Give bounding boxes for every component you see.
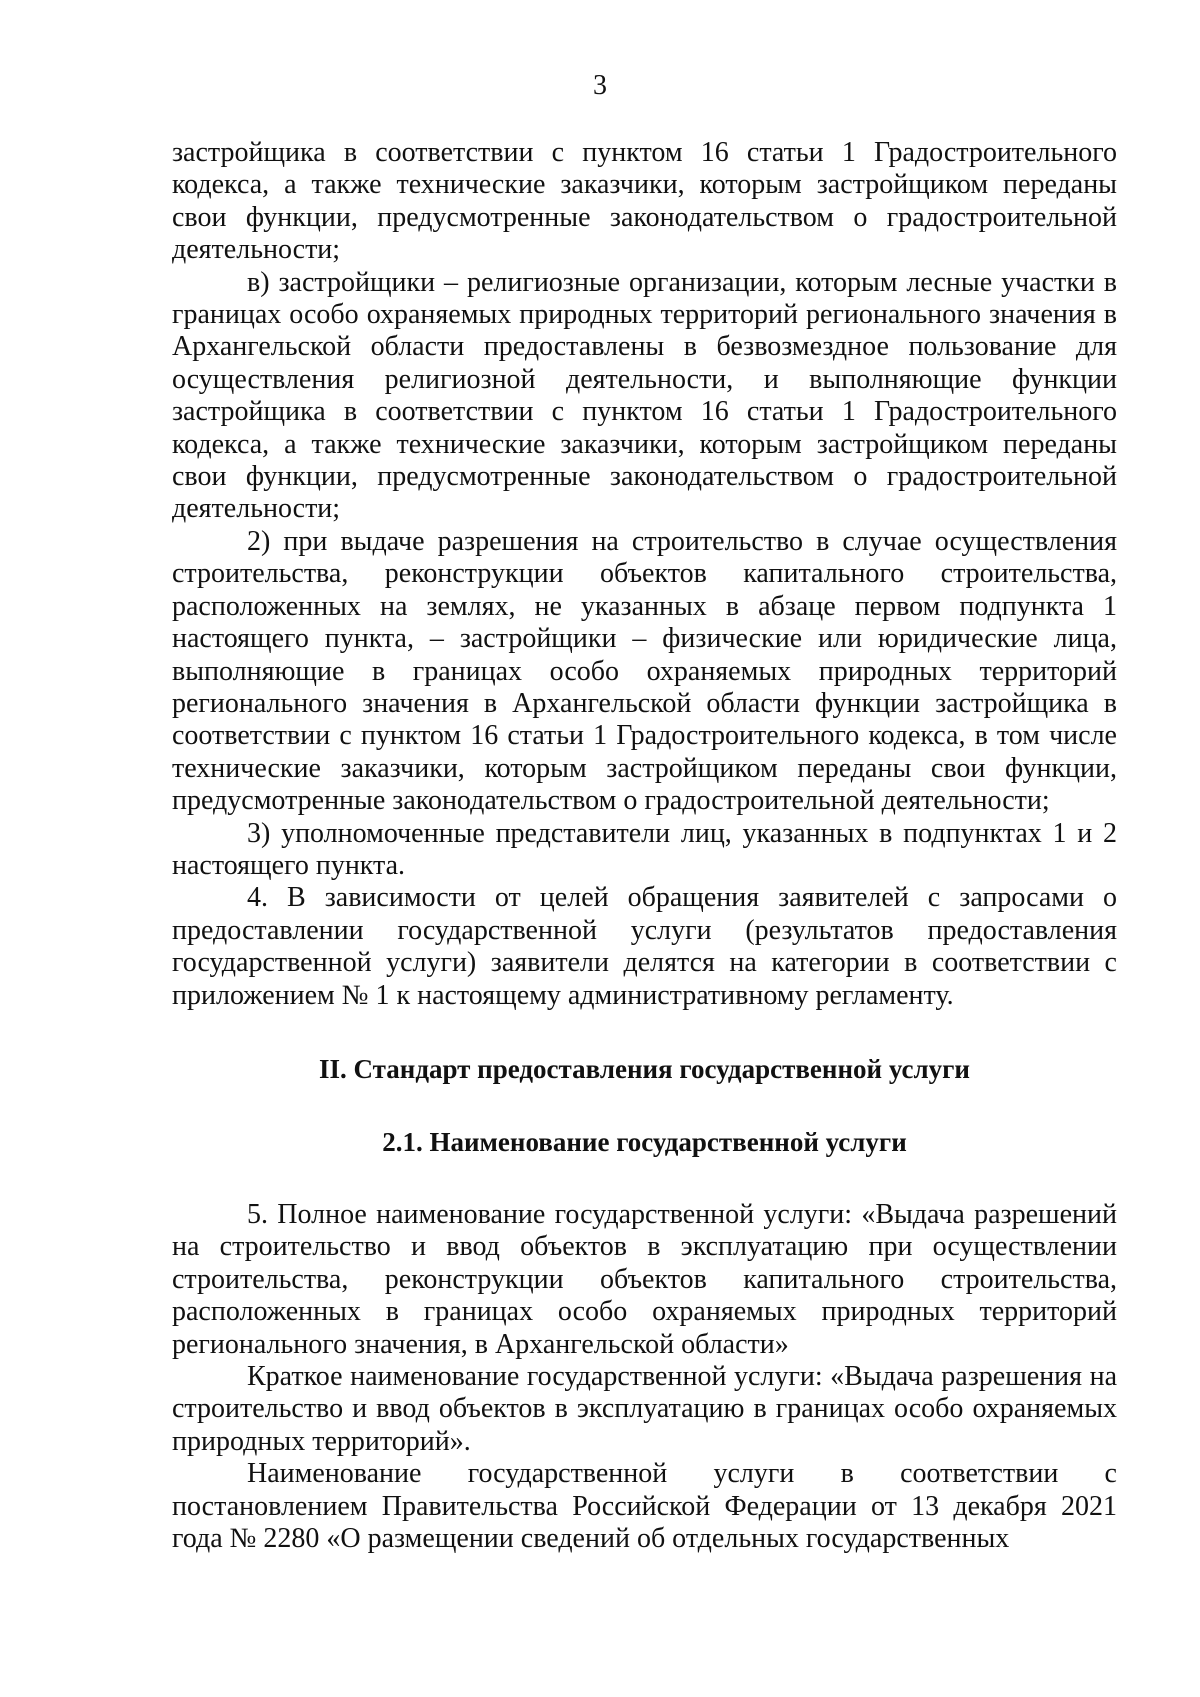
paragraph: Наименование государственной услуги в соответствии с постановлением Правительства Российской Федерации от 13 декабря 2021 года № 2280 «О размещении сведений об отдельных государственных — [172, 1458, 1117, 1555]
paragraphs-after — [172, 1199, 1117, 1555]
section-heading: II. Стандарт предоставления государственной услуги — [319, 1053, 970, 1084]
paragraph: 5. Полное наименование государственной услуги: «Выдача разрешений на строительство и ввод объектов в эксплуатацию при осуществлении строительства, реконструкции объектов капитального строительства, расположенных в границах особо охраняемых природных территорий регионального значения, в Архангельской области» — [172, 1198, 1117, 1360]
paragraph: 2) при выдаче разрешения на строительство в случае осуществления строительства, реконструкции объектов капитального строительства, расположенных на землях, не указанных в абзаце первом подпункта 1 настоящего пункта, – застройщики – физические или юридические лица, выполняющие в границах особо охраняемых природных территорий регионального значения в Архангельской области функции застройщика в соответствии с пунктом 16 статьи 1 Градостроительного кодекса, в том числе технические заказчики, которым застройщиком переданы свои функции, предусмотренные законодательством о градостроительной деятельности; — [172, 525, 1117, 817]
paragraph: застройщика в соответствии с пунктом 16 статьи 1 Градостроительного кодекса, а также технические заказчики, которым застройщиком переданы свои функции, предусмотренные законодательством о градостроительной деятельности; — [172, 137, 1117, 266]
paragraph: 3) уполномоченные представители лиц, указанных в подпунктах 1 и 2 настоящего пункта. — [172, 817, 1117, 881]
subsection-heading: 2.1. Наименование государственной услуги — [382, 1126, 907, 1157]
paragraph: 4. В зависимости от целей обращения заявителей с запросами о предоставлении государственной услуги (результатов предоставления государственной услуги) заявители делятся на категории в соответствии с приложением № 1 к настоящему административному регламенту. — [172, 882, 1117, 1011]
document-body — [172, 137, 1117, 1555]
paragraphs-before — [172, 137, 1117, 1012]
paragraph: Краткое наименование государственной услуги: «Выдача разрешения на строительство и ввод объектов в эксплуатацию в границах особо охраняемых природных территорий». — [172, 1361, 1117, 1457]
paragraph: в) застройщики – религиозные организации, которым лесные участки в границах особо охраняемых природных территорий регионального значения в Архангельской области предоставлены в безвозмездное пользование для осуществления религиозной деятельности, и выполняющие функции застройщика в соответствии с пунктом 16 статьи 1 Градостроительного кодекса, а также технические заказчики, которым застройщиком переданы свои функции, предусмотренные законодательством о градостроительной деятельности; — [172, 266, 1117, 525]
page-number: 3 — [593, 70, 607, 101]
